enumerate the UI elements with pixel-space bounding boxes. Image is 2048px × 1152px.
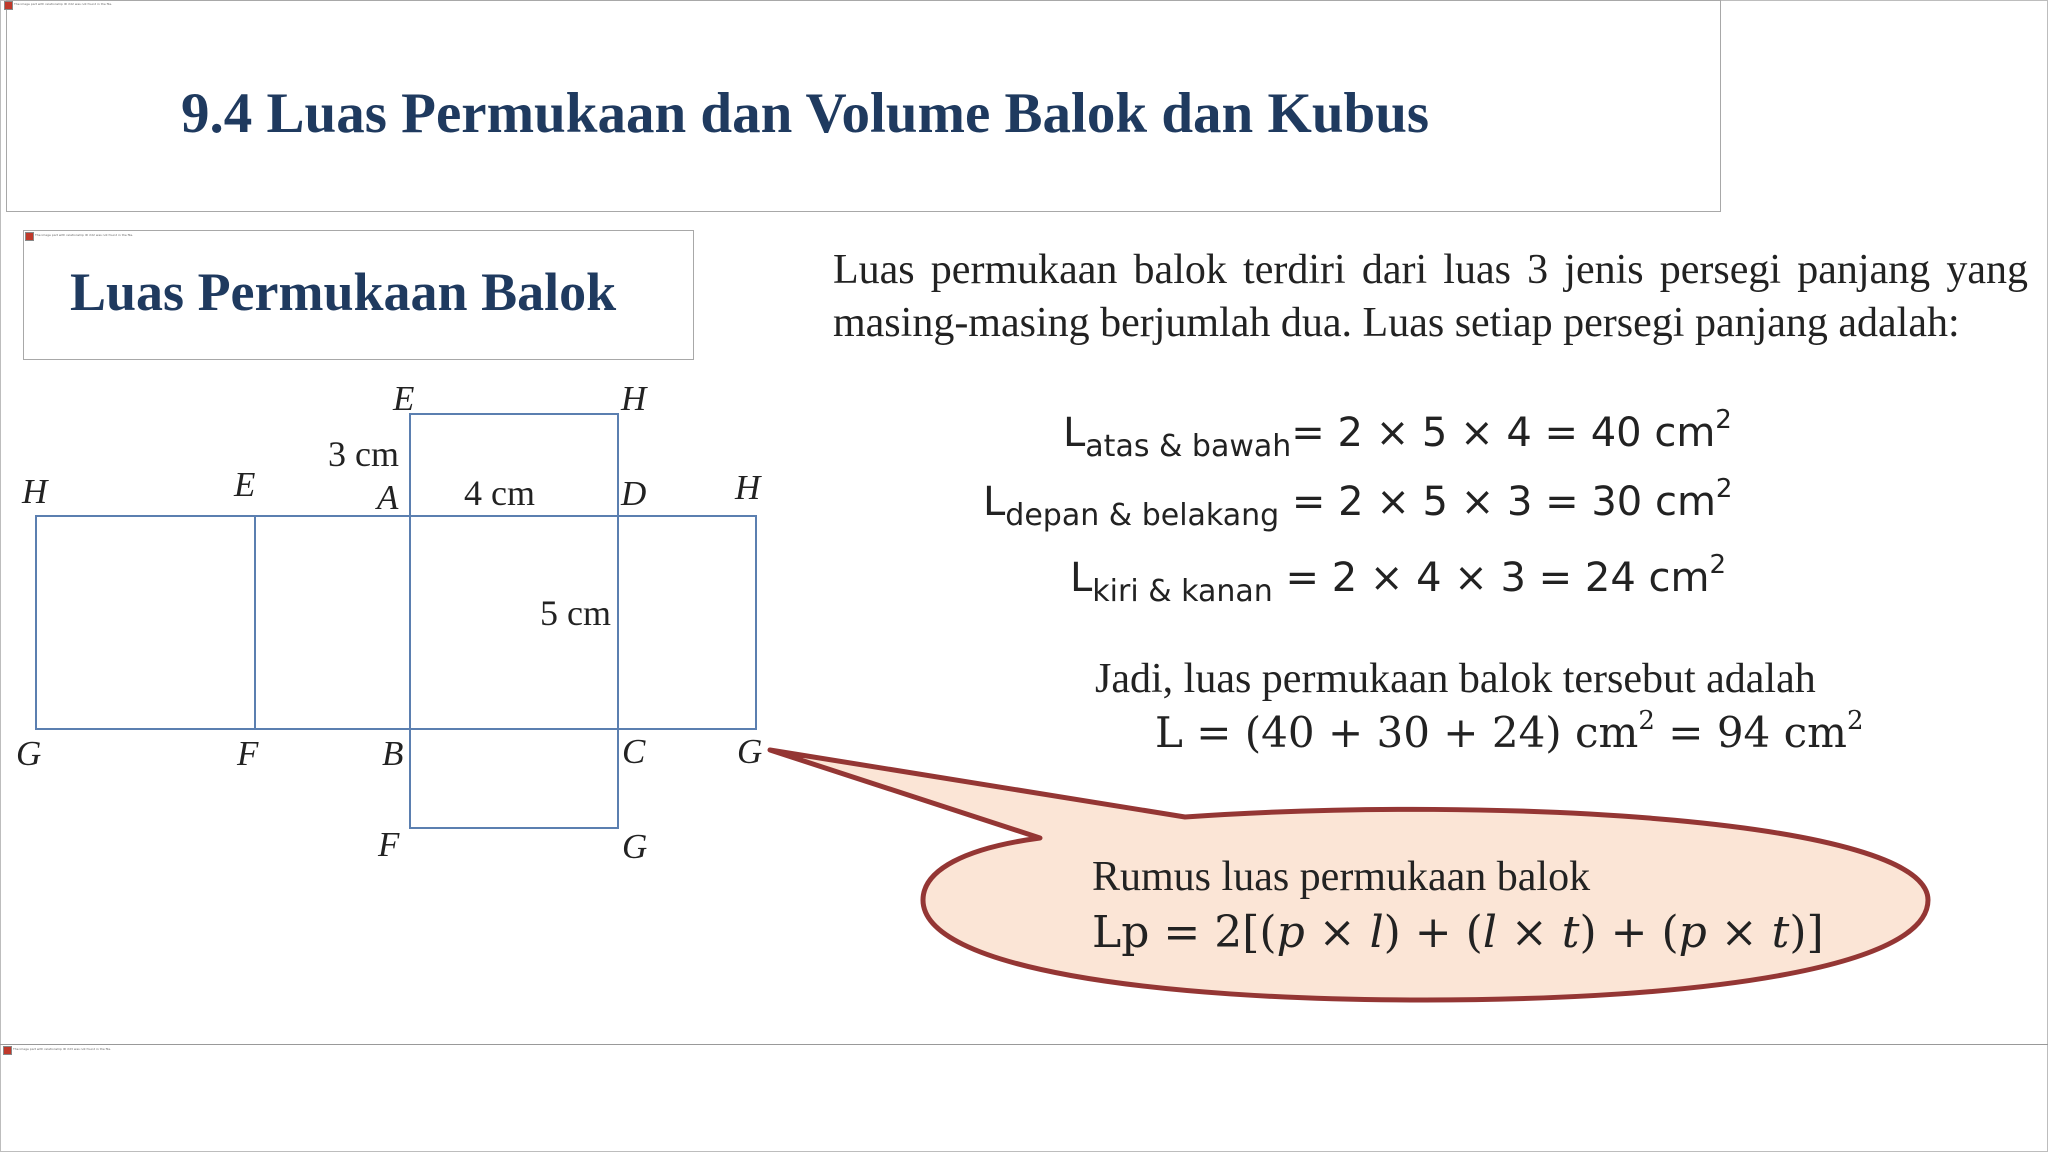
equation-subscript: depan & belakang xyxy=(1005,498,1280,533)
formula-l: l xyxy=(1482,907,1497,958)
equation-exponent: 2 xyxy=(1709,550,1727,580)
equation-base: L xyxy=(1070,555,1093,601)
formula-sep: ) + ( xyxy=(1383,907,1483,958)
equation-subscript: kiri & kanan xyxy=(1092,574,1273,609)
dimension-width: 4 cm xyxy=(464,473,535,513)
formula-prefix: Lp = 2[( xyxy=(1092,907,1277,958)
formula-l: l xyxy=(1369,907,1384,958)
broken-image-icon xyxy=(3,1046,12,1055)
page-title: 9.4 Luas Permukaan dan Volume Balok dan Kubus xyxy=(181,82,1430,145)
formula-t: t xyxy=(1771,907,1790,958)
vertex-label-g-bottom: G xyxy=(622,827,648,866)
vertex-label-f-bottom: F xyxy=(378,825,400,864)
equation-rhs: = 2 × 5 × 3 = 30 cm xyxy=(1279,479,1716,525)
equation-subscript: atas & bawah xyxy=(1085,429,1292,464)
final-total: = 94 cm xyxy=(1654,708,1847,757)
equation-exponent: 2 xyxy=(1715,474,1733,504)
equation-rhs: = 2 × 4 × 3 = 24 cm xyxy=(1272,555,1710,601)
formula-p: p xyxy=(1276,907,1305,958)
callout-title: Rumus luas permukaan balok xyxy=(1092,854,1591,900)
formula-end: )] xyxy=(1789,907,1824,958)
missing-image-text: The image part with relationship ID rId2 was not found in the file. xyxy=(14,2,113,6)
vertex-label-e-left: E xyxy=(234,465,256,504)
formula-sep: ) + ( xyxy=(1579,907,1679,958)
section-title: Luas Permukaan Balok xyxy=(70,262,617,322)
vertex-label-g-right: G xyxy=(737,732,763,771)
formula-times: × xyxy=(1706,907,1772,958)
vertex-label-f-left: F xyxy=(237,734,259,773)
vertex-label-h-top: H xyxy=(621,379,647,418)
final-exponent-2: 2 xyxy=(1846,706,1864,736)
equation-exponent: 2 xyxy=(1715,405,1732,435)
dimension-height: 3 cm xyxy=(328,434,399,474)
formula-times: × xyxy=(1304,907,1370,958)
final-sum: L = (40 + 30 + 24) cm xyxy=(1155,708,1639,757)
vertex-label-g-left: G xyxy=(16,734,42,773)
conclusion-text: Jadi, luas permukaan balok tersebut adalah xyxy=(1095,656,1816,702)
equation-base: L xyxy=(1063,410,1086,456)
formula-times: × xyxy=(1496,907,1562,958)
vertex-label-h-right: H xyxy=(735,468,761,507)
missing-image-text: The image part with relationship ID rId2 was not found in the file. xyxy=(35,233,134,237)
description-paragraph: Luas permukaan balok terdiri dari luas 3 jenis persegi panjang yang masing-masing berjumlah dua. Luas setiap persegi panjang adalah: xyxy=(833,247,2028,346)
final-exponent-1: 2 xyxy=(1638,706,1655,736)
equation-rhs: = 2 × 5 × 4 = 40 cm xyxy=(1291,410,1716,456)
missing-image-text: The image part with relationship ID rId3 was not found in the file. xyxy=(13,1047,112,1051)
vertex-label-h-left: H xyxy=(22,472,48,511)
vertex-label-c: C xyxy=(622,732,646,771)
equation-base: L xyxy=(983,479,1006,525)
vertex-label-b: B xyxy=(382,734,404,773)
dimension-length: 5 cm xyxy=(540,593,611,633)
vertex-label-a: A xyxy=(377,478,399,517)
footer-divider xyxy=(0,1044,2048,1045)
formula-p: p xyxy=(1678,907,1707,958)
vertex-label-d: D xyxy=(621,474,647,513)
formula-t: t xyxy=(1561,907,1580,958)
callout-formula xyxy=(1092,907,1824,958)
vertex-label-e-top: E xyxy=(393,379,415,418)
